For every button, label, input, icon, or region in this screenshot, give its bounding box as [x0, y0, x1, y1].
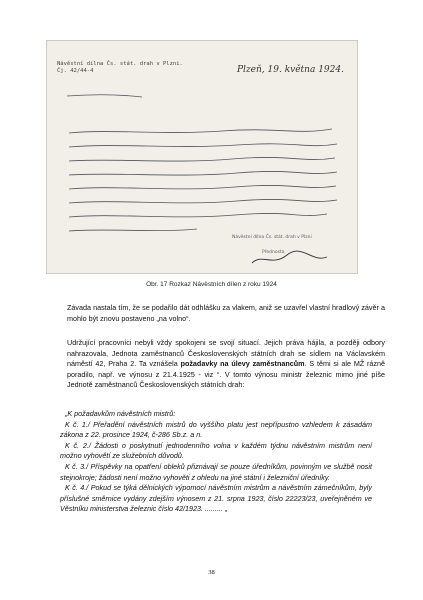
handwritten-date: Plzeň, 19. května 1924. [237, 65, 344, 75]
paragraph-2-bold: požadavky na úlevy zaměstnancům [180, 359, 305, 369]
quote-item-4: K č. 4./ Pokud se týká dělnických výpomocí návěstním mistrům a návěstním zámečníkům, byly příslušné směrnice vydány zdejším výnosem z 21. srpna 1923, číslo 22223/23, uveřejněném ve Věstníku ministerstva železnic číslo 42/1923. ......... „ [60, 483, 372, 514]
paragraph-2-text-a: Udržující pracovníci nebyli vždy spokojeni se svojí situací. Jejich práva hájila, a později odbory nahrazovala, Jednota zaměstnanců Československých státních drah se sídlem na Václavském náměstí 42, Praha 2. Ta vznášela [67, 338, 385, 369]
quote-item-3: K č. 3./ Příspěvky na opatření obleků přiznávají se pouze úředníkům, povinným ve službě nosit stejnokroje; žádosti není možno vyhověti z ohledu na jiné státní i železniční úředníky. [60, 461, 372, 482]
figure-caption: Obr. 17 Rozkaz Návěstních dílen z roku 1924 [146, 281, 277, 288]
paragraph-2-text-b: . S těmi si ale MŽ rázně poradilo, např. ve výnosu z 21.4.1925 - viz “. V tomto výnosu ministr železnic mimo jiné píše Jednotě zaměstnanců Československých státních drah: [67, 359, 386, 390]
paragraph-2 [54, 338, 385, 391]
paragraph-1: Závada nastala tím, že se podařilo dát odhlášku za vlakem, aniž se uzavřel vlastní hradlový závěr a mohlo být znovu postaveno „na volno“. [67, 303, 385, 323]
quoted-decree [60, 409, 372, 515]
signature-stamp-text: Návěstní dílna Čs. stát. drah v Plzni [232, 235, 312, 240]
historical-letter-photo [46, 40, 358, 274]
stamp-line-2: Čj. 42/44-4 [57, 68, 94, 74]
stamp-line-1: Návěstní dílna Čs. stát. drah v Plzni. [57, 61, 183, 67]
quote-item-2: K č. 2./ Žádosti o poskytnutí jednodenního volna v každém týdnu návěstním mistrům není možno vyhovětí ze služebních důvodů. [60, 440, 372, 461]
quote-item-1: K č. 1./ Přeřadění návěstních mistrů do vyššího platu jest nepřípustno vzhledem k zásadám zákona z 22. prosince 1924, č-286 Sb.z. a n. [60, 419, 372, 440]
page-number: 38 [208, 569, 215, 576]
signature-role-text: Přednosta [262, 250, 285, 255]
quote-intro: „K požadavkům návěstních mistrů: [65, 409, 176, 418]
handwriting-strokes [47, 41, 357, 273]
